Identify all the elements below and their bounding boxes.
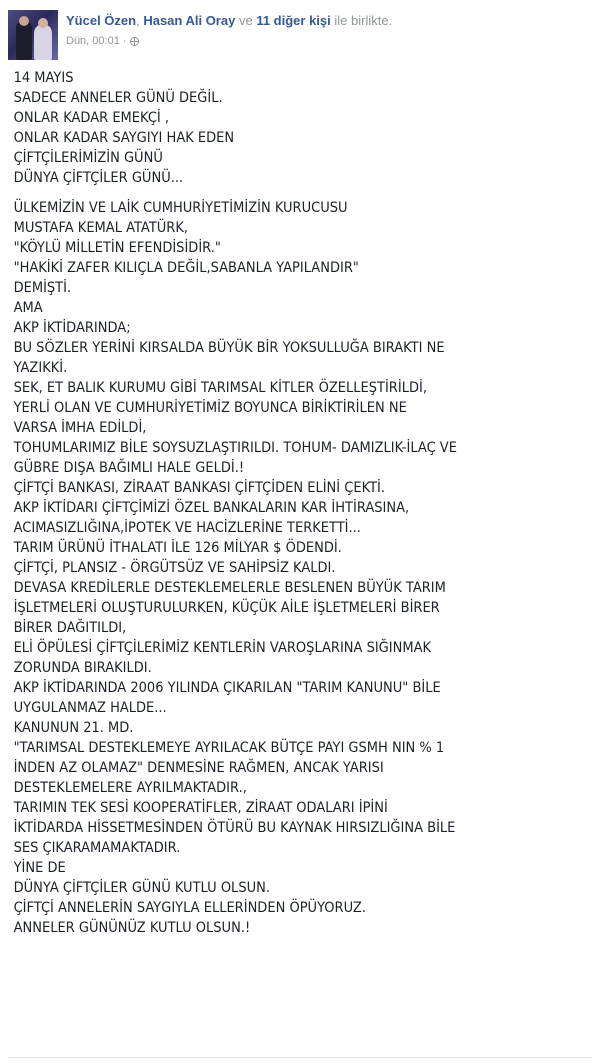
tagged-link-hasan-ali-oray[interactable]: Hasan Ali Oray	[143, 13, 236, 28]
post-text-line: 14 MAYIS	[13, 70, 74, 86]
post-text-line: YAZIKKİ.	[13, 360, 68, 376]
post-text-line: SEK, ET BALIK KURUMU GİBİ TARIMSAL KİTLER ÖZELLEŞTİRİLDİ,	[13, 380, 427, 396]
paragraph-gap	[14, 188, 586, 198]
author-link-yucel-ozen[interactable]: Yücel Özen	[66, 13, 137, 28]
post-text-line: İŞLETMELERİ OLUŞTURULURKEN, KÜÇÜK AİLE İŞLETMELERİ BİRER	[13, 600, 440, 616]
post-text-line: TARIM ÜRÜNÜ İTHALATI İLE 126 MİLYAR $ ÖDENDİ.	[13, 540, 342, 556]
post-text-line: AMA	[13, 300, 43, 316]
post-text-line: "KÖYLÜ MİLLETİN EFENDİSİDİR."	[13, 240, 221, 256]
post-text-line: BU SÖZLER YERİNİ KIRSALDA BÜYÜK BİR YOKSULLUĞA BIRAKTI NE	[13, 340, 445, 356]
post-text-line: KANUNUN 21. MD.	[13, 720, 134, 736]
post-text-line: SES ÇIKARAMAMAKTADIR.	[13, 840, 181, 856]
post-text-line: TOHUMLARIMIZ BİLE SOYSUZLAŞTIRILDI. TOHUM- DAMIZLIK-İLAÇ VE	[13, 440, 457, 456]
post-text-line: UYGULANMAZ HALDE...	[13, 700, 167, 716]
post-text-line: İNDEN AZ OLAMAZ" DENMESİNE RAĞMEN, ANCAK YARISI	[13, 760, 384, 776]
post-text-line: VARSA İMHA EDİLDİ,	[13, 420, 147, 436]
post-text-line: ÜLKEMİZİN VE LAİK CUMHURİYETİMİZİN KURUCUSU	[13, 200, 348, 216]
with-word: ile birlikte.	[334, 13, 393, 28]
post-text-line: TARIMIN TEK SESİ KOOPERATİFLER, ZİRAAT ODALARI İPİNİ	[13, 800, 388, 816]
post-text-line: ÇİFTÇİ BANKASI, ZİRAAT BANKASI ÇİFTÇİDEN ELİNİ ÇEKTİ.	[13, 480, 386, 496]
post-text-line: ÇİFTÇİ ANNELERİN SAYGIYLA ELLERİNDEN ÖPÜYORUZ.	[13, 900, 366, 916]
post-text-line: ÇİFTÇİLERİMİZİN GÜNÜ	[13, 150, 163, 166]
post-text-line: SADECE ANNELER GÜNÜ DEĞİL.	[13, 90, 223, 106]
name-separator: ,	[136, 13, 140, 28]
post-text-line: ANNELER GÜNÜNÜZ KUTLU OLSUN.!	[13, 920, 251, 936]
post-text-line: ACIMASIZLIĞINA,İPOTEK VE HACİZLERİNE TERKETTİ...	[13, 520, 361, 536]
post-text-line: DEMİŞTİ.	[13, 280, 72, 296]
avatar-face-left	[19, 16, 29, 26]
meta-dot: ·	[122, 35, 127, 47]
post-text-line: ÇİFTÇİ, PLANSIZ - ÖRGÜTSÜZ VE SAHİPSİZ KALDI.	[13, 560, 336, 576]
avatar-person-right	[34, 24, 52, 60]
post-text-line: MUSTAFA KEMAL ATATÜRK,	[13, 220, 189, 236]
post-text-line: DESTEKLEMELERE AYRILMAKTADIR.,	[13, 780, 247, 796]
post-text-line: GÜBRE DIŞA BAĞIMLI HALE GELDİ.!	[13, 460, 245, 476]
post-text-line: DÜNYA ÇİFTÇİLER GÜNÜ KUTLU OLSUN.	[13, 880, 270, 896]
post-text	[8, 68, 586, 938]
post-text-line: "TARIMSAL DESTEKLEMEYE AYRILACAK BÜTÇE PAYI GSMH NIN % 1	[13, 740, 445, 756]
post-text-line: "HAKİKİ ZAFER KILIÇLA DEĞİL,SABANLA YAPILANDIR"	[13, 260, 359, 276]
post-text-line: AKP İKTİDARI ÇİFTÇİMİZİ ÖZEL BANKALARIN KAR İHTİRASINA,	[13, 500, 410, 516]
tagged-with-line	[66, 12, 392, 30]
post-text-line: DÜNYA ÇİFTÇİLER GÜNÜ...	[13, 170, 184, 186]
header-text	[66, 10, 392, 49]
and-word: ve	[238, 13, 253, 28]
post-text-line: AKP İKTİDARINDA;	[13, 320, 131, 336]
post-text-line: ELİ ÖPÜLESİ ÇİFTÇİLERİMİZ KENTLERİN VAROŞLARINA SIĞINMAK	[13, 640, 432, 656]
post-text-line: İKTİDARDA HİSSETMESİNDEN ÖTÜRÜ BU KAYNAK HIRSIZLIĞINA BİLE	[13, 820, 456, 836]
footer-divider	[8, 1057, 592, 1058]
post-text-line: ONLAR KADAR EMEKÇİ ,	[13, 110, 170, 126]
post-text-line: YERLİ OLAN VE CUMHURİYETİMİZ BOYUNCA BİRİKTİRİLEN NE	[13, 400, 407, 416]
post-text-line: DEVASA KREDİLERLE DESTEKLEMELERLE BESLENEN BÜYÜK TARIM	[13, 580, 446, 596]
post-text-line: BİRER DAĞITILDI,	[13, 620, 127, 636]
post-header	[8, 10, 590, 62]
post-timestamp[interactable]: Dün, 00:01	[66, 35, 120, 47]
post-text-line: YİNE DE	[13, 860, 66, 876]
avatar-face-right	[38, 18, 48, 28]
post-text-line: ONLAR KADAR SAYGIYI HAK EDEN	[13, 130, 235, 146]
tagged-others-link[interactable]: 11 diğer kişi	[256, 13, 331, 28]
post-meta	[66, 33, 392, 49]
public-globe-icon[interactable]	[130, 37, 139, 46]
avatar-person-left	[16, 20, 32, 60]
post-text-line: AKP İKTİDARINDA 2006 YILINDA ÇIKARILAN "TARIM KANUNU" BİLE	[13, 680, 441, 696]
avatar[interactable]	[8, 10, 58, 60]
post-text-line: ZORUNDA BIRAKILDI.	[13, 660, 152, 676]
